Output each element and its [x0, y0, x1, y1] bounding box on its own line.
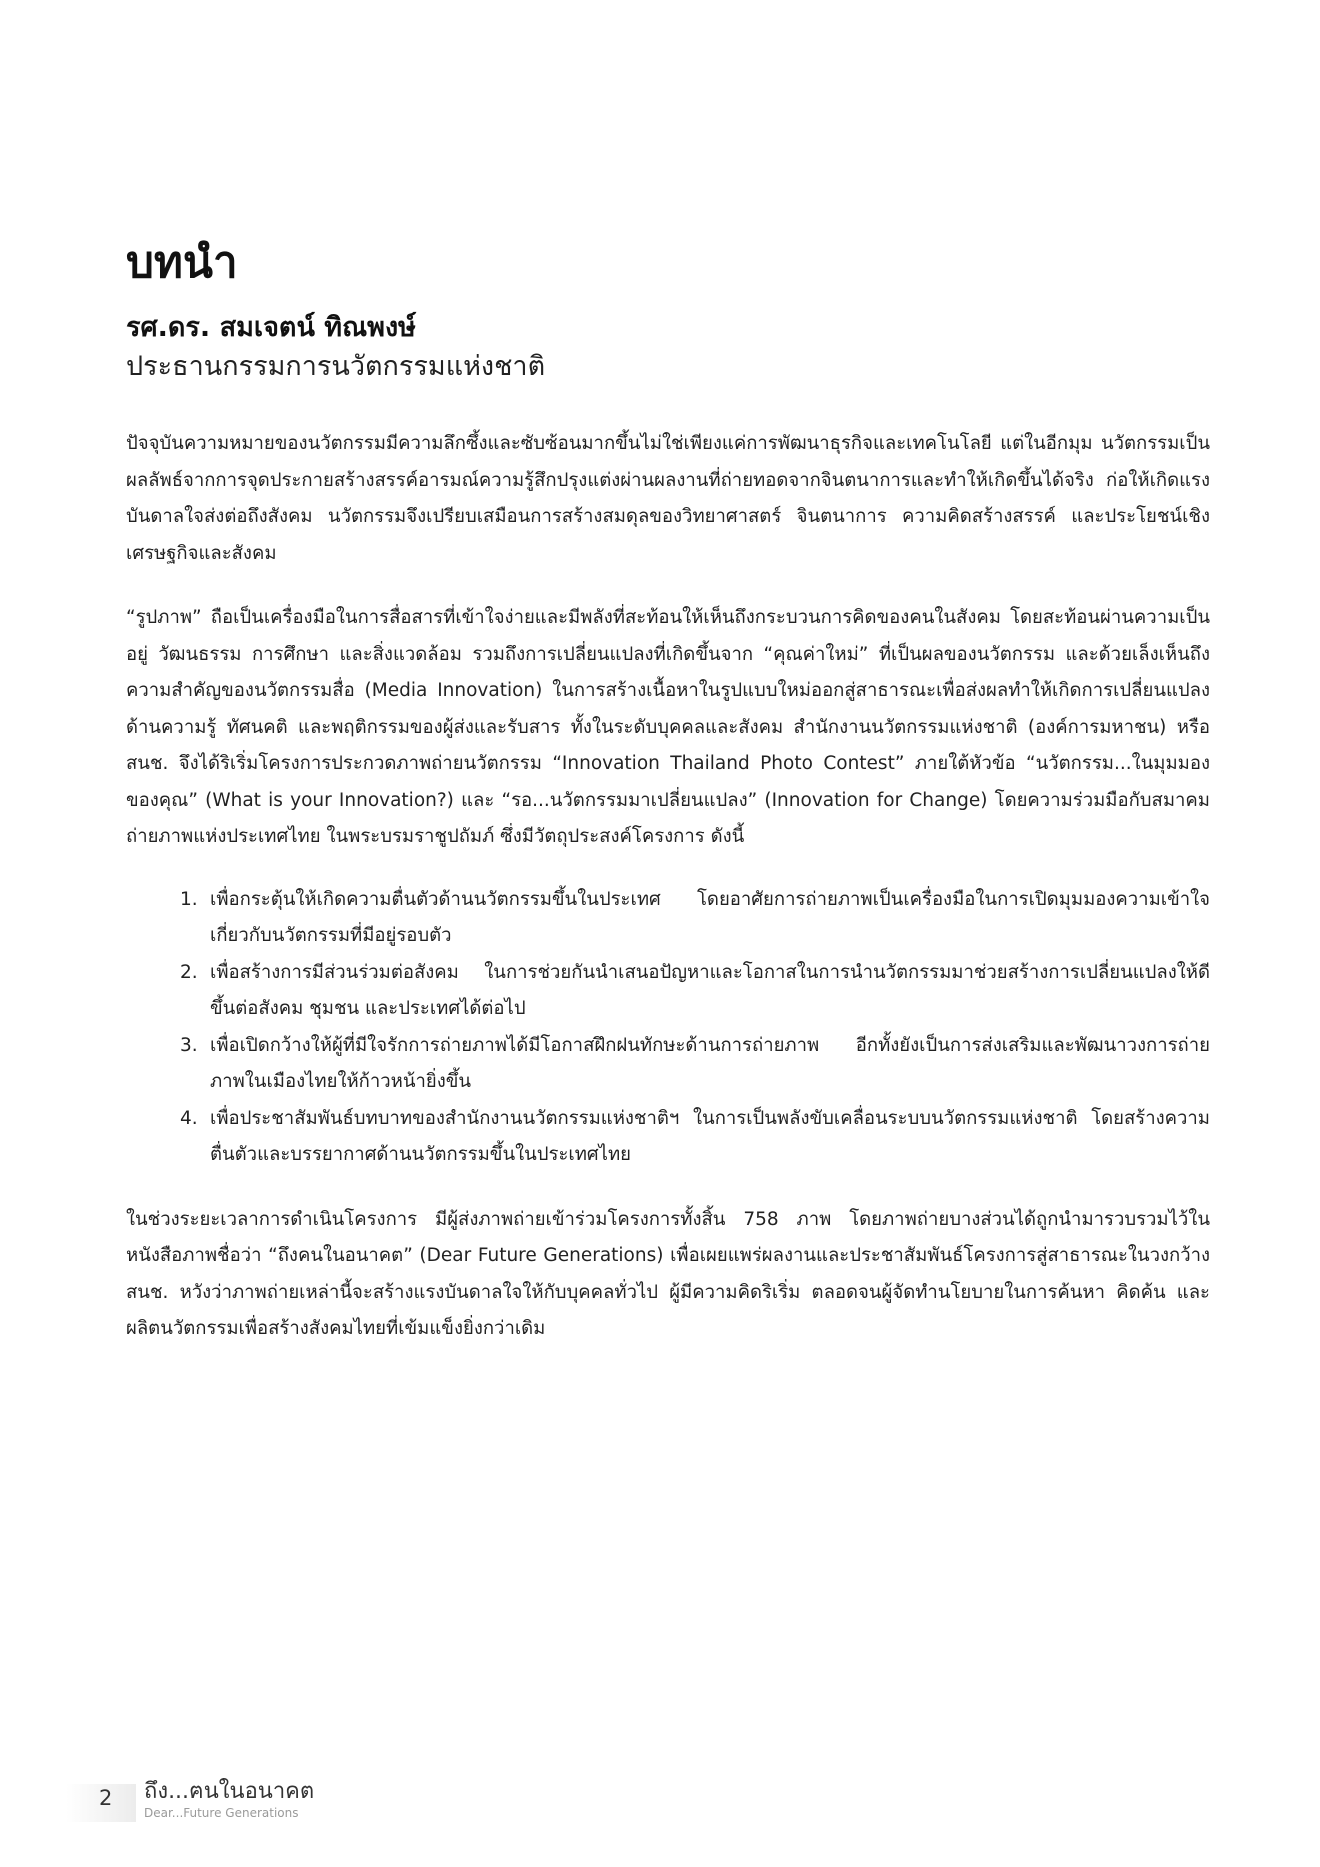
footer-book-title: ถึง...ฅนในอนาคต: [144, 1779, 315, 1804]
list-item-text: เพื่อเปิดกว้างให้ผู้ที่มีใจรักการถ่ายภาพได้มีโอกาสฝึกฝนทักษะด้านการถ่ายภาพ อีกทั้งยังเป็นการส่งเสริมและพัฒนาวงการถ่ายภาพในเมืองไทยให้ก้าวหน้ายิ่งขึ้น: [210, 1034, 1210, 1093]
list-item-number: 2.: [180, 961, 198, 983]
document-page: [126, 238, 1210, 1348]
body-paragraph: “รูปภาพ” ถือเป็นเครื่องมือในการสื่อสารที่เข้าใจง่ายและมีพลังที่สะท้อนให้เห็นถึงกระบวนการคิดของคนในสังคม โดยสะท้อนผ่านความเป็นอยู่ วัฒนธรรม การศึกษา และสิ่งแวดล้อม รวมถึงการเปลี่ยนแปลงที่เกิดขึ้นจาก “คุณค่าใหม่” ที่เป็นผลของนวัตกรรม และด้วยเล็งเห็นถึงความสำคัญของนวัตกรรมสื่อ (Media Innovation) ในการสร้างเนื้อหาในรูปแบบใหม่ออกสู่สาธารณะเพื่อส่งผลทำให้เกิดการเปลี่ยนแปลงด้านความรู้ ทัศนคติ และพฤติกรรมของผู้ส่งและรับสาร ทั้งในระดับบุคคลและสังคม สำนักงานนวัตกรรมแห่งชาติ (องค์การมหาชน) หรือ สนช. จึงได้ริเริ่มโครงการประกวดภาพถ่ายนวัตกรรม “Innovation Thailand Photo Contest” ภายใต้หัวข้อ “นวัตกรรม...ในมุมมองของคุณ” (What is your Innovation?) และ “รอ...นวัตกรรมมาเปลี่ยนแปลง” (Innovation for Change) โดยความร่วมมือกับสมาคมถ่ายภาพแห่งประเทศไทย ในพระบรมราชูปถัมภ์ ซึ่งมีวัตถุประสงค์โครงการ ดังนี้: [126, 607, 1210, 848]
list-item: [180, 1101, 1210, 1174]
page-title: บทนำ: [126, 237, 238, 288]
list-item: [180, 882, 1210, 955]
author-name: รศ.ดร. สมเจตน์ ทิณพงษ์: [126, 311, 416, 343]
list-item: [180, 1028, 1210, 1101]
body-paragraph: ในช่วงระยะเวลาการดำเนินโครงการ มีผู้ส่งภาพถ่ายเข้าร่วมโครงการทั้งสิ้น 758 ภาพ โดยภาพถ่ายบางส่วนได้ถูกนำมารวบรวมไว้ในหนังสือภาพชื่อว่า “ถึงคนในอนาคต” (Dear Future Generations) เพื่อเผยแพร่ผลงานและประชาสัมพันธ์โครงการสู่สาธารณะในวงกว้าง สนช. หวังว่าภาพถ่ายเหล่านี้จะสร้างแรงบันดาลใจให้กับบุคคลทั่วไป ผู้มีความคิดริเริ่ม ตลอดจนผู้จัดทำนโยบายในการค้นหา คิดค้น และผลิตนวัตกรรมเพื่อสร้างสังคมไทยที่เข้มแข็งยิ่งกว่าเดิม: [126, 1208, 1210, 1340]
list-item-number: 3.: [180, 1034, 198, 1056]
list-item-number: 4.: [180, 1107, 198, 1129]
objectives-list: [126, 882, 1210, 1174]
body-paragraph: ปัจจุบันความหมายของนวัตกรรมมีความลึกซึ้งและซับซ้อนมากขึ้นไม่ใช่เพียงแค่การพัฒนาธุรกิจและเทคโนโลยี แต่ในอีกมุม นวัตกรรมเป็นผลลัพธ์จากการจุดประกายสร้างสรรค์อารมณ์ความรู้สึกปรุงแต่งผ่านผลงานที่ถ่ายทอดจากจินตนาการและทำให้เกิดขึ้นได้จริง ก่อให้เกิดแรงบันดาลใจส่งต่อถึงสังคม นวัตกรรมจึงเปรียบเสมือนการสร้างสมดุลของวิทยาศาสตร์ จินตนาการ ความคิดสร้างสรรค์ และประโยชน์เชิงเศรษฐกิจและสังคม: [126, 433, 1210, 564]
list-item-number: 1.: [180, 888, 198, 910]
list-item-text: เพื่อประชาสัมพันธ์บทบาทของสำนักงานนวัตกรรมแห่งชาติฯ ในการเป็นพลังขับเคลื่อนระบบนวัตกรรมแห่งชาติ โดยสร้างความตื่นตัวและบรรยากาศด้านนวัตกรรมขึ้นในประเทศไทย: [210, 1107, 1210, 1166]
list-item-text: เพื่อกระตุ้นให้เกิดความตื่นตัวด้านนวัตกรรมขึ้นในประเทศ โดยอาศัยการถ่ายภาพเป็นเครื่องมือในการเปิดมุมมองความเข้าใจเกี่ยวกับนวัตกรรมที่มีอยู่รอบตัว: [210, 888, 1210, 947]
page-number: 2: [99, 1786, 113, 1810]
list-item-text: เพื่อสร้างการมีส่วนร่วมต่อสังคม ในการช่วยกันนำเสนอปัญหาและโอกาสในการนำนวัตกรรมมาช่วยสร้างการเปลี่ยนแปลงให้ดีขึ้นต่อสังคม ชุมชน และประเทศได้ต่อไป: [210, 961, 1210, 1020]
footer-book-subtitle: Dear...Future Generations: [144, 1806, 299, 1820]
author-role: ประธานกรรมการนวัตกรรมแห่งชาติ: [126, 351, 546, 383]
page-footer: [66, 1780, 426, 1826]
list-item: [180, 955, 1210, 1028]
